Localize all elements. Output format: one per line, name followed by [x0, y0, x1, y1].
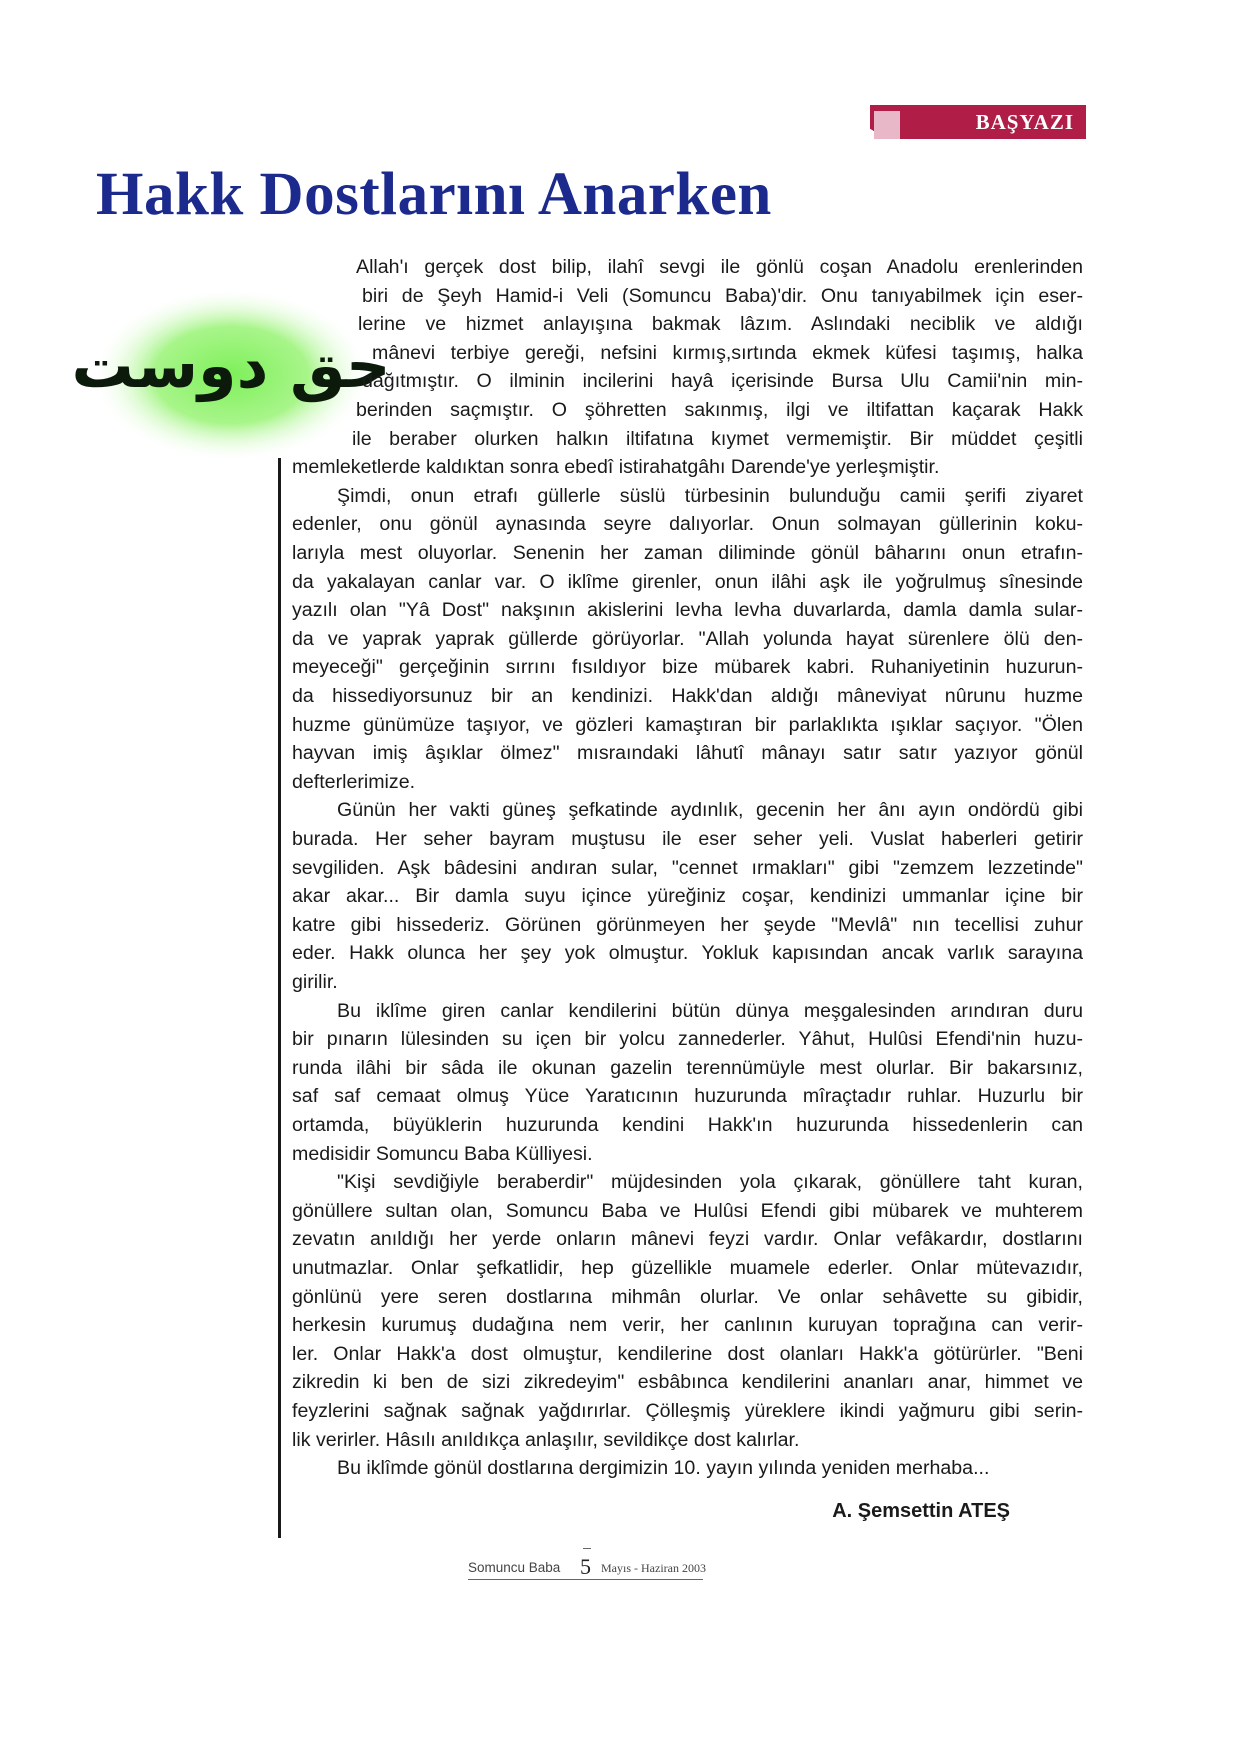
article-line: bir pınarın lülesinden su içen bir yolcu zannederler. Yâhut, Hulûsi Efendi'nin huzu-	[292, 1028, 1083, 1051]
article-line: dağıtmıştır. O ilminin incilerini hayâ içerisinde Bursa Ulu Camii'nin min-	[362, 370, 1083, 393]
article-line: mânevi terbiye gereği, nefsini kırmış,sırtında ekmek küfesi taşımış, halka	[372, 341, 1083, 364]
article-line: da yakalayan canlar var. O iklîme girenler, onun ilâhi aşk ile yoğrulmuş sînesinde	[292, 570, 1083, 593]
emblem-calligraphy: حق دوست	[71, 329, 391, 402]
article-line: zevatın anıldığı her yerde onların mânevi feyzi vardır. Onlar vefâkardır, dostlarını	[292, 1228, 1083, 1251]
article-line: Bu iklîme giren canlar kendilerini bütün dünya meşgalesinden arındıran duru	[337, 999, 1083, 1022]
article-line: lerine ve hizmet anlayışına bakmak lâzım. Aslındaki neciblik ve aldığı	[358, 313, 1083, 336]
footer-underline	[468, 1579, 703, 1580]
article-line: gönüllere sultan olan, Somuncu Baba ve Hulûsi Efendi gibi mübarek ve muhterem	[292, 1199, 1083, 1222]
vertical-rule	[278, 458, 281, 1538]
article-line: berinden saçmıştır. O şöhretten sakınmış, ilgi ve iltifattan kaçarak Hakk	[356, 399, 1083, 421]
author-name: A. Şemsettin ATEŞ	[832, 1500, 1010, 1522]
article-line: edenler, onu gönül aynasında seyre dalıyorlar. Onun solmayan güllerinin koku-	[292, 513, 1083, 536]
section-tab	[864, 105, 1086, 141]
article-line: zikredin ki ben de sizi zikredeyim" esbâbınca kendilerini ananları anar, himmet ve	[292, 1371, 1083, 1394]
article-line: herkesin kurumuş dudağına nem verir, her canlının kuruyan toprağına can verir-	[292, 1314, 1083, 1337]
article-line: Allah'ı gerçek dost bilip, ilahî sevgi ile gönlü coşan Anadolu erenlerinden	[356, 256, 1083, 278]
article-line: huzme günümüze taşıyor, ve gözleri kamaştıran bir parlaklıkta ışıklar saçıyor. "Ölen	[292, 713, 1083, 736]
article-title: Hakk Dostlarını Anarken	[96, 161, 772, 228]
article-line: "Kişi sevdiğiyle beraberdir" müjdesinden yola çıkarak, gönüllere taht kuran,	[337, 1171, 1083, 1194]
article-line: ile beraber olurken halkın iltifatına kıymet vermemiştir. Bir müddet çeşitli	[352, 427, 1083, 450]
article-line: meyeceği" gerçeğinin sırrını fısıldıyor bize mübarek kabri. Ruhaniyetinin huzurun-	[292, 656, 1083, 679]
article-line: defterlerimize.	[292, 770, 416, 793]
article-line: gönlünü yere seren dostlarına mihmân olurlar. Ve onlar sehâvette su gibidir,	[292, 1285, 1083, 1308]
article-line: medisidir Somuncu Baba Külliyesi.	[292, 1142, 593, 1165]
section-tab-square	[874, 111, 900, 139]
page-footer	[468, 1552, 708, 1592]
article-line: unutmazlar. Onlar şefkatlidir, hep güzellikle muamele ederler. Onlar mütevazıdır,	[292, 1257, 1083, 1279]
section-label: BAŞYAZI	[975, 110, 1074, 134]
article-line: larıyla mest oluyorlar. Senenin her zaman diliminde gönül bâharını onun etrafın-	[292, 542, 1083, 564]
article-line: feyzlerini sağnak sağnak yağdırırlar. Çölleşmiş yüreklere ikindi yağmuru gibi serin-	[292, 1400, 1083, 1422]
article-line: memleketlerde kaldıktan sonra ebedî istirahatgâhı Darende'ye yerleşmiştir.	[292, 456, 940, 479]
footer-tick	[583, 1548, 591, 1549]
footer-page-number: 5	[580, 1554, 591, 1579]
article-line: hayvan imiş âşıklar ölmez" mısraındaki lâhutî mânayı satır satır yazıyor gönül	[292, 742, 1083, 765]
article-line: katre gibi hissederiz. Görünen görünmeyen her şeyde "Mevlâ" nın tecellisi zuhur	[292, 913, 1083, 936]
article-line: sevgiliden. Aşk bâdesini andıran sular, "cennet ırmakları" gibi "zemzem lezzetinde"	[292, 856, 1083, 879]
article-line: ler. Onlar Hakk'a dost olmuştur, kendilerine dost olanları Hakk'a götürürler. "Beni	[292, 1342, 1083, 1365]
footer-magazine: Somuncu Baba	[468, 1560, 561, 1575]
article-line: biri de Şeyh Hamid-i Veli (Somuncu Baba)'dir. Onu tanıyabilmek için eser-	[362, 284, 1083, 307]
article-line: Şimdi, onun etrafı güllerle süslü türbesinin bulunduğu camii şerifi ziyaret	[337, 484, 1083, 507]
article-line: akar akar... Bir damla suyu içince yüreğiniz coşar, kendinizi ummanlar içine bir	[292, 885, 1083, 908]
article-line: saf saf cemaat olmuş Yüce Yaratıcının huzurunda mîraçtadır ruhlar. Huzurlu bir	[292, 1085, 1083, 1108]
article-line: da ve yaprak yaprak güllerde görüyorlar. "Allah yolunda hayat sürenlere ölü den-	[292, 627, 1083, 650]
article-line: Günün her vakti güneş şefkatinde aydınlık, gecenin her ânı ayın ondördü gibi	[337, 799, 1083, 822]
article-line: lik verirler. Hâsılı anıldıkça anlaşılır, sevildikçe dost kalırlar.	[292, 1428, 800, 1451]
article-line: yazılı olan "Yâ Dost" nakşının akislerini levha levha duvarlarda, damla damla sular-	[292, 599, 1083, 622]
article-line: Bu iklîmde gönül dostlarına dergimizin 10. yayın yılında yeniden merhaba...	[337, 1457, 990, 1480]
article-line: da hissediyorsunuz bir an kendinizi. Hakk'dan aldığı mâneviyat nûrunu huzme	[292, 685, 1083, 707]
article-line: runda ilâhi bir sâda ile okunan gazelin terennümüyle mest olurlar. Bir bakarsınız,	[292, 1056, 1083, 1079]
article-line: girilir.	[292, 971, 338, 993]
article-line: ortamda, büyüklerin huzurunda kendini Hakk'ın huzurunda hissedenlerin can	[292, 1114, 1083, 1136]
footer-issue-date: Mayıs - Haziran 2003	[601, 1561, 706, 1575]
article-line: burada. Her seher bayram muştusu ile eser seher yeli. Vuslat haberleri getirir	[292, 828, 1083, 850]
article-line: eder. Hakk olunca her şey yok olmuştur. Yokluk kapısından ancak varlık sarayına	[292, 942, 1083, 965]
calligraphy-emblem	[71, 285, 391, 465]
